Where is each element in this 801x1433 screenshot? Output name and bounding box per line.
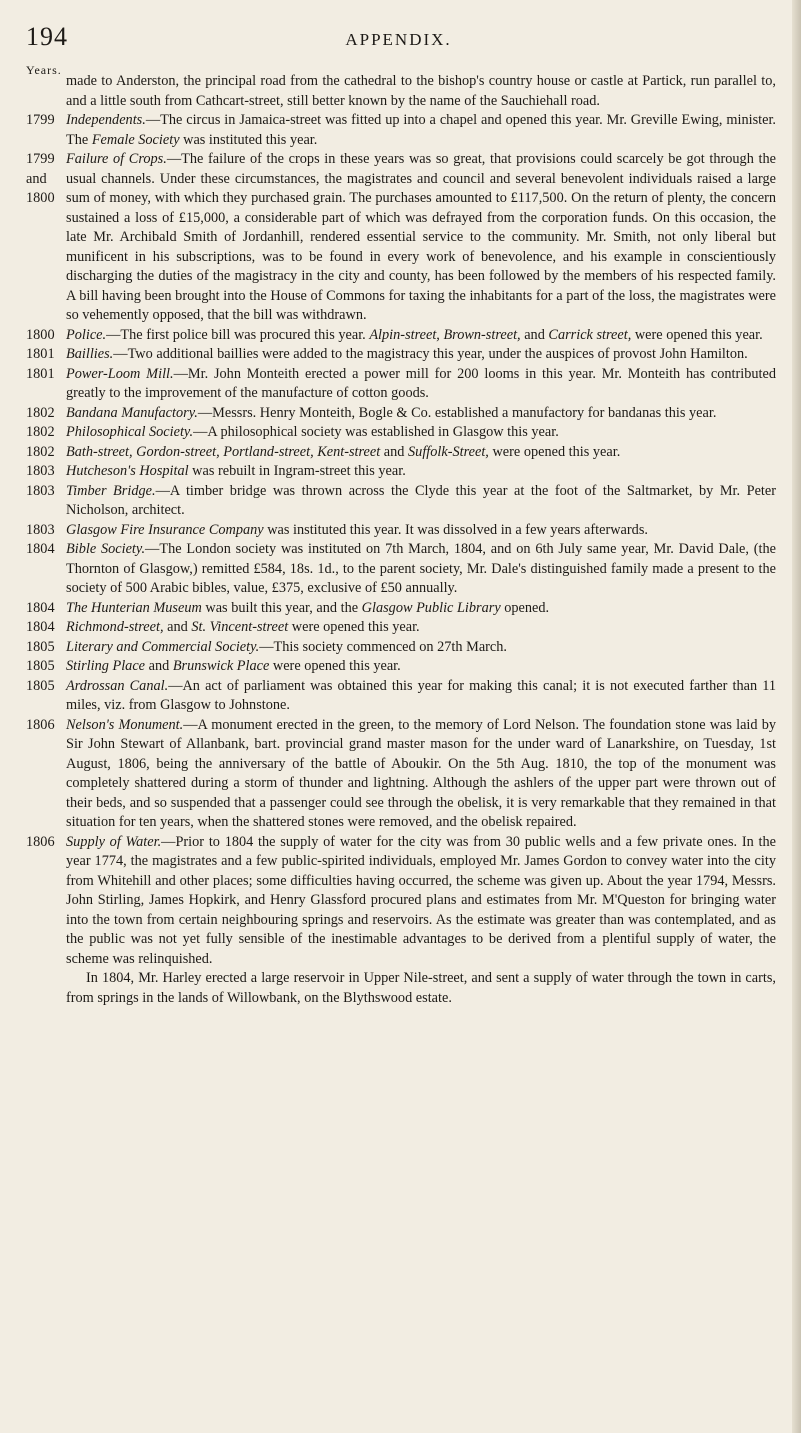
year-label: 1800 <box>26 326 55 343</box>
year-label: 1805 <box>26 658 55 674</box>
entry-body: was built this year, and the <box>201 599 362 616</box>
entry-title: Independents. <box>66 112 146 128</box>
entry-text <box>66 638 776 658</box>
entry-title: Hutcheson's Hospital <box>66 463 189 479</box>
year-label: 1799 <box>26 151 55 167</box>
entry-body: —A timber bridge was thrown across the Clyde this year at the foot of the Saltmarket, by Mr. Peter Nicholson, architect. <box>66 482 777 518</box>
entry-year <box>26 540 64 560</box>
entry-text <box>66 345 776 365</box>
entry-title: Timber Bridge. <box>66 482 156 499</box>
entry-title: Literary and Commercial Society. <box>66 638 260 655</box>
entry-title: Bandana Manufactory. <box>66 404 198 421</box>
entry-body: —Two additional baillies were added to the magistracy this year, under the auspices of provost John Hamilton. <box>113 346 748 362</box>
chronology-entry <box>26 638 776 658</box>
entry-body: —The failure of the crops in these years was so great, that provisions could scarcely be got through the usual channels. Under these circumstances, the magistrates and council and several benevolent individuals raised a large sum of money, with which they purchased grain. The purchases amounted to £117,500. On the return of plenty, the concern sustained a loss of £15,000, a considerable part of which was defrayed from the corporation funds. On this occasion, the late Mr. Archibald Smith of Jordanhill, rendered essential service to the community. Mr. Smith, not only liberal but munificent in his subscriptions, was to be found in every work of benevolence, and his example in conscientiously discharging the duties of the magistracy in the city and county, has been followed by the members of his respected family. A bill having been brought into the House of Commons for taxing the inhabitants for a part of the loss, the magistrates were so vehemently opposed, that the bill was withdrawn. <box>66 151 776 323</box>
entry-title: Police. <box>66 326 107 343</box>
entry-body: were opened this year. <box>269 658 401 674</box>
chronology-entry <box>26 72 776 111</box>
entry-year <box>26 677 64 697</box>
entry-body: opened. <box>500 599 550 616</box>
entry-text <box>66 111 776 150</box>
year-label: 1805 <box>26 638 55 655</box>
year-label: 1803 <box>26 521 55 538</box>
page-number: 194 <box>26 22 68 51</box>
entry-text <box>66 677 776 716</box>
entry-body: In 1804, Mr. Harley erected a large reservoir in Upper Nile-street, and sent a supply of water through the town in carts, from springs in the lands of Willowbank, on the Blythswood estate. <box>66 970 776 1006</box>
entry-body: —The circus in Jamaica-street was fitted up into a chapel and opened this year. Mr. Greville Ewing, minister. The <box>66 112 776 148</box>
years-column-label: Years. <box>26 63 62 77</box>
entry-text <box>66 365 776 404</box>
entry-body: were opened this year. <box>488 443 621 460</box>
entry-text <box>66 521 776 541</box>
entry-year <box>26 345 64 365</box>
chronology-entry <box>26 365 776 404</box>
entry-year <box>26 482 64 502</box>
entry-year <box>26 365 64 385</box>
italic-term: Alpin-street, Brown-street, <box>369 326 521 343</box>
italic-term: Carrick street, <box>548 326 632 343</box>
entry-title: Power-Loom Mill. <box>66 365 174 382</box>
entry-body: —Prior to 1804 the supply of water for the city was from 30 public wells and a few private ones. In the year 1774, the magistrates and a few public-spirited individuals, employed Mr. James Gordon to convey water into the city from Whitehill and other places; some difficulties having occurred, the scheme was given up. About the year 1794, Messrs. John Stirling, James Hopkirk, and Henry Glassford procured plans and estimates from Mr. M'Queston for bringing water into the town from certain neighbouring springs and reservoirs. As the estimate was greater than was contemplated, and as the public was not yet fully sensible of the inestimable advantages to be derived from a plentiful supply of water, the scheme was relinquished. <box>66 833 777 967</box>
entry-title: Stirling Place <box>66 658 146 674</box>
entry-body: was rebuilt in Ingram-street this year. <box>188 463 406 479</box>
entry-text <box>66 443 776 463</box>
chronology-entry <box>26 657 776 677</box>
entry-title: Philosophical Society. <box>66 424 194 440</box>
entry-body: —An act of parliament was obtained this year for making this canal; it is not executed farther than 11 miles, viz. from Glasgow to Johnstone. <box>66 677 777 713</box>
entry-title: Ardrossan Canal. <box>66 677 169 694</box>
entry-body: —Mr. John Monteith erected a power mill for 200 looms in this year. Mr. Monteith has contributed greatly to the improvement of the manufacture of cotton goods. <box>66 365 776 401</box>
year-label: 1803 <box>26 463 55 479</box>
entry-body: were opened this year. <box>288 619 420 635</box>
chronology-entry <box>26 345 776 365</box>
entry-year <box>26 111 64 131</box>
entry-text <box>66 72 776 111</box>
entry-text <box>66 482 776 521</box>
year-label: 1804 <box>26 619 55 635</box>
year-label: 1805 <box>26 677 55 694</box>
entry-body: and <box>520 326 549 343</box>
entry-text <box>66 540 776 599</box>
chronology-entry <box>26 443 776 463</box>
entry-year <box>26 521 64 541</box>
italic-term: Brunswick Place <box>172 658 270 674</box>
year-label: 1802 <box>26 443 55 460</box>
entry-title: The Hunterian Museum <box>66 599 202 616</box>
entry-text <box>66 657 776 677</box>
entry-body: and <box>163 619 192 635</box>
chronology-entry <box>26 111 776 150</box>
entry-body: —A monument erected in the green, to the memory of Lord Nelson. The foundation stone was laid by Sir John Stewart of Allanbank, bart. provincial grand master mason for the under ward of Lanarkshire, on Tuesday, 1st August, 1806, being the anniversary of the battle of Aboukir. On the 5th Aug. 1810, the top of the monument was completely shattered during a storm of thunder and lightning. Although the ashlers of the upper part were thrown out of their beds, and so suspended that a passenger could see through the obelisk, it is very remarkable that they remained in that situation for ten years, when the shattered stones were removed, and the obelisk repaired. <box>66 716 776 830</box>
chronology-entry <box>26 423 776 443</box>
chronology-entry <box>26 833 776 970</box>
chronology-entry <box>26 404 776 424</box>
chronology-entry <box>26 677 776 716</box>
entry-title: Bath-street, Gordon-street, Portland-street, Kent-street <box>66 443 381 460</box>
chronology-entry <box>26 482 776 521</box>
year-label: 1802 <box>26 424 55 440</box>
year-label: 1801 <box>26 346 55 362</box>
entry-year <box>26 326 64 346</box>
entry-title: Glasgow Fire Insurance Company <box>66 521 264 538</box>
entry-year <box>26 150 64 209</box>
entry-year <box>26 638 64 658</box>
entry-text <box>66 716 776 833</box>
entry-body: was instituted this year. <box>179 131 318 148</box>
entry-year <box>26 443 64 463</box>
entry-year <box>26 716 64 736</box>
entry-year <box>26 423 64 443</box>
entry-title: Richmond-street, <box>66 619 164 635</box>
chronology-entry <box>26 521 776 541</box>
year-label: 1803 <box>26 482 55 499</box>
entry-title: Supply of Water. <box>66 833 162 850</box>
entry-year <box>26 657 64 677</box>
entry-body: —This society commenced on 27th March. <box>259 638 508 655</box>
entry-title: Nelson's Monument. <box>66 716 184 733</box>
entry-title: Bible Society. <box>66 541 146 557</box>
entry-year <box>26 462 64 482</box>
year-label: 1806 <box>26 833 55 850</box>
year-label: 1804 <box>26 599 55 616</box>
running-title: APPENDIX. <box>345 30 452 49</box>
entry-year <box>26 833 64 853</box>
entry-text <box>66 326 776 346</box>
entry-text <box>66 150 776 326</box>
entry-text <box>66 404 776 424</box>
year-label: and <box>26 170 47 187</box>
chronology-entry <box>26 618 776 638</box>
italic-term: St. Vincent-street <box>191 619 289 635</box>
entry-text <box>66 833 776 970</box>
entry-year <box>26 618 64 638</box>
italic-term: Female Society <box>91 131 180 148</box>
chronology-entry <box>26 326 776 346</box>
entry-body: made to Anderston, the principal road from the cathedral to the bishop's country house or castle at Partick, run parallel to, and a little south from Cathcart-street, still better known by the name of the Sauchiehall road. <box>66 73 776 109</box>
chronology-entry <box>26 540 776 599</box>
page-header <box>26 22 771 62</box>
year-label: 1801 <box>26 365 55 382</box>
entry-body: and <box>145 658 173 674</box>
chronology-entry <box>26 969 776 1008</box>
entry-body: —The first police bill was procured this year. <box>106 326 370 343</box>
entry-title: Failure of Crops. <box>66 151 167 167</box>
entry-text <box>66 599 776 619</box>
entry-year <box>26 599 64 619</box>
entry-text <box>66 462 776 482</box>
italic-term: Glasgow Public Library <box>361 599 501 616</box>
entry-text <box>66 618 776 638</box>
chronology-entry <box>26 599 776 619</box>
year-label: 1806 <box>26 716 55 733</box>
page-edge-shadow <box>792 0 801 1433</box>
year-label: 1800 <box>26 190 55 206</box>
entry-body: —The London society was instituted on 7th March, 1804, and on 6th July same year, Mr. David Dale, (the Thornton of Glasgow,) remitted £584, 18s. 1d., to the parent society, Mr. Dale's distinguished family made a present to the society of 500 Arabic bibles, value, £375, exclusive of £50 annually. <box>66 541 776 596</box>
entry-text <box>66 969 776 1008</box>
entry-body: —A philosophical society was established in Glasgow this year. <box>193 424 559 440</box>
year-label: 1804 <box>26 541 55 557</box>
chronology-entry <box>26 150 776 326</box>
chronology-entry <box>26 716 776 833</box>
page-body <box>26 72 776 1008</box>
entry-body: were opened this year. <box>631 326 763 343</box>
entry-title: Baillies. <box>66 346 114 362</box>
chronology-entry <box>26 462 776 482</box>
year-label: 1802 <box>26 404 55 421</box>
italic-term: Suffolk-Street, <box>408 443 489 460</box>
year-label: 1799 <box>26 112 55 128</box>
entry-body: —Messrs. Henry Monteith, Bogle & Co. established a manufactory for bandanas this year. <box>197 404 717 421</box>
entry-body: and <box>380 443 409 460</box>
entry-body: was instituted this year. It was dissolved in a few years afterwards. <box>263 521 648 538</box>
entry-text <box>66 423 776 443</box>
entry-year <box>26 404 64 424</box>
